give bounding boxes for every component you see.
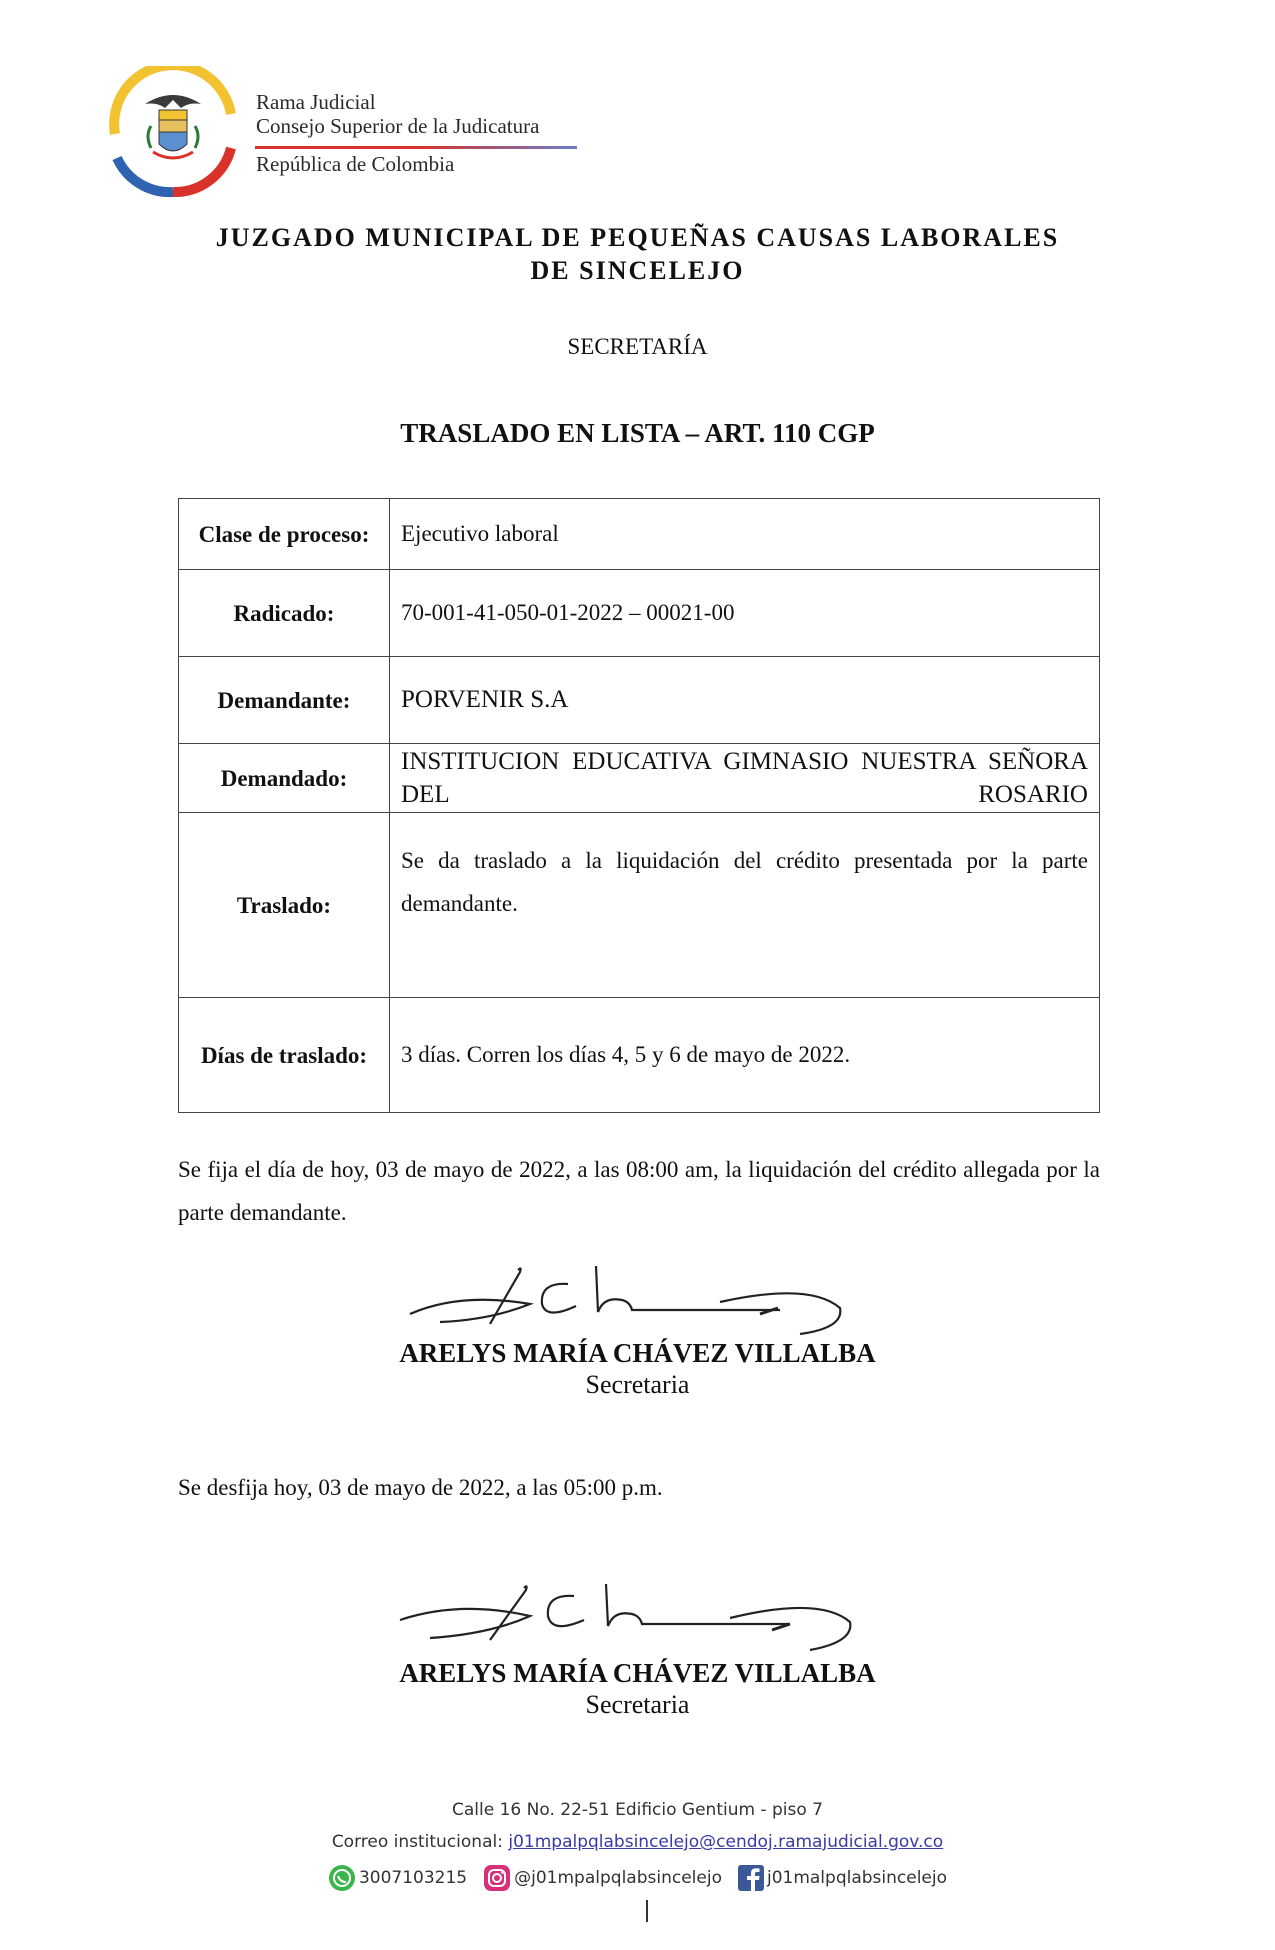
social-links xyxy=(140,1864,1135,1892)
desfija-paragraph: Se desfija hoy, 03 de mayo de 2022, a las 05:00 p.m. xyxy=(178,1475,663,1500)
row-label-traslado: Traslado: xyxy=(179,813,390,998)
signer-role-2: Secretaria xyxy=(585,1690,690,1719)
table-row xyxy=(179,998,1100,1113)
whatsapp-number: 3007103215 xyxy=(358,1868,468,1888)
whatsapp-icon xyxy=(328,1864,356,1892)
instagram-icon xyxy=(483,1864,511,1892)
signer-name-2: ARELYS MARÍA CHÁVEZ VILLALBA xyxy=(399,1658,876,1688)
fija-paragraph: Se fija el día de hoy, 03 de mayo de 2022, a las 08:00 am, la liquidación del crédito allegada por la parte demandante. xyxy=(178,1157,1100,1225)
row-value-clase: Ejecutivo laboral xyxy=(390,499,1100,570)
row-value-traslado: Se da traslado a la liquidación del crédito presentada por la parte demandante. xyxy=(390,813,1100,998)
page-footer xyxy=(140,1800,1135,1896)
row-label-radicado: Radicado: xyxy=(179,570,390,657)
table-row xyxy=(179,570,1100,657)
whatsapp-contact[interactable] xyxy=(328,1864,467,1892)
row-value-radicado: 70-001-41-050-01-2022 – 00021-00 xyxy=(390,570,1100,657)
row-value-dias: 3 días. Corren los días 4, 5 y 6 de mayo de 2022. xyxy=(390,998,1100,1113)
rama-judicial-logo xyxy=(105,66,585,202)
court-name-line2: DE SINCELEJO xyxy=(530,256,745,285)
court-name-line1: JUZGADO MUNICIPAL DE PEQUEÑAS CAUSAS LABORALES xyxy=(215,223,1060,252)
table-row xyxy=(179,813,1100,998)
footer-email-line xyxy=(140,1832,1135,1852)
signature-block-2 xyxy=(140,1582,1135,1732)
handwritten-signature-icon xyxy=(390,1582,890,1662)
row-label-dias: Días de traslado: xyxy=(179,998,390,1113)
signer-name-1: ARELYS MARÍA CHÁVEZ VILLALBA xyxy=(399,1338,876,1368)
table-row xyxy=(179,657,1100,744)
row-label-demandado: Demandado: xyxy=(179,744,390,813)
email-link[interactable]: j01mpalpqlabsincelejo@cendoj.ramajudicial.gov.co xyxy=(508,1832,944,1852)
row-value-demandado: INSTITUCION EDUCATIVA GIMNASIO NUESTRA SEÑORA DEL ROSARIO xyxy=(390,744,1100,813)
row-value-demandante: PORVENIR S.A xyxy=(390,657,1100,744)
logo-divider xyxy=(255,146,577,149)
facebook-icon xyxy=(738,1865,764,1891)
facebook-handle: j01malpqlabsincelejo xyxy=(766,1868,948,1888)
footer-address: Calle 16 No. 22-51 Edificio Gentium - piso 7 xyxy=(452,1800,823,1820)
row-label-demandante: Demandante: xyxy=(179,657,390,744)
text-cursor xyxy=(646,1900,648,1922)
handwritten-signature-icon xyxy=(400,1262,880,1342)
signer-role-1: Secretaria xyxy=(585,1370,690,1399)
facebook-contact[interactable] xyxy=(738,1865,947,1891)
logo-line-republica: República de Colombia xyxy=(256,152,455,176)
logo-line-consejo: Consejo Superior de la Judicatura xyxy=(256,114,540,138)
signature-block-1 xyxy=(140,1262,1135,1412)
instagram-contact[interactable] xyxy=(483,1864,722,1892)
table-row xyxy=(179,744,1100,813)
instagram-handle: @j01mpalpqlabsincelejo xyxy=(514,1868,722,1888)
table-row xyxy=(179,499,1100,570)
logo-line-rama: Rama Judicial xyxy=(256,90,376,114)
email-label: Correo institucional: xyxy=(331,1832,503,1852)
case-info-table xyxy=(178,498,1100,1113)
document-title: TRASLADO EN LISTA – ART. 110 CGP xyxy=(400,418,875,448)
colombia-seal-icon xyxy=(105,66,245,202)
department-label: SECRETARÍA xyxy=(567,334,708,359)
row-label-clase: Clase de proceso: xyxy=(179,499,390,570)
